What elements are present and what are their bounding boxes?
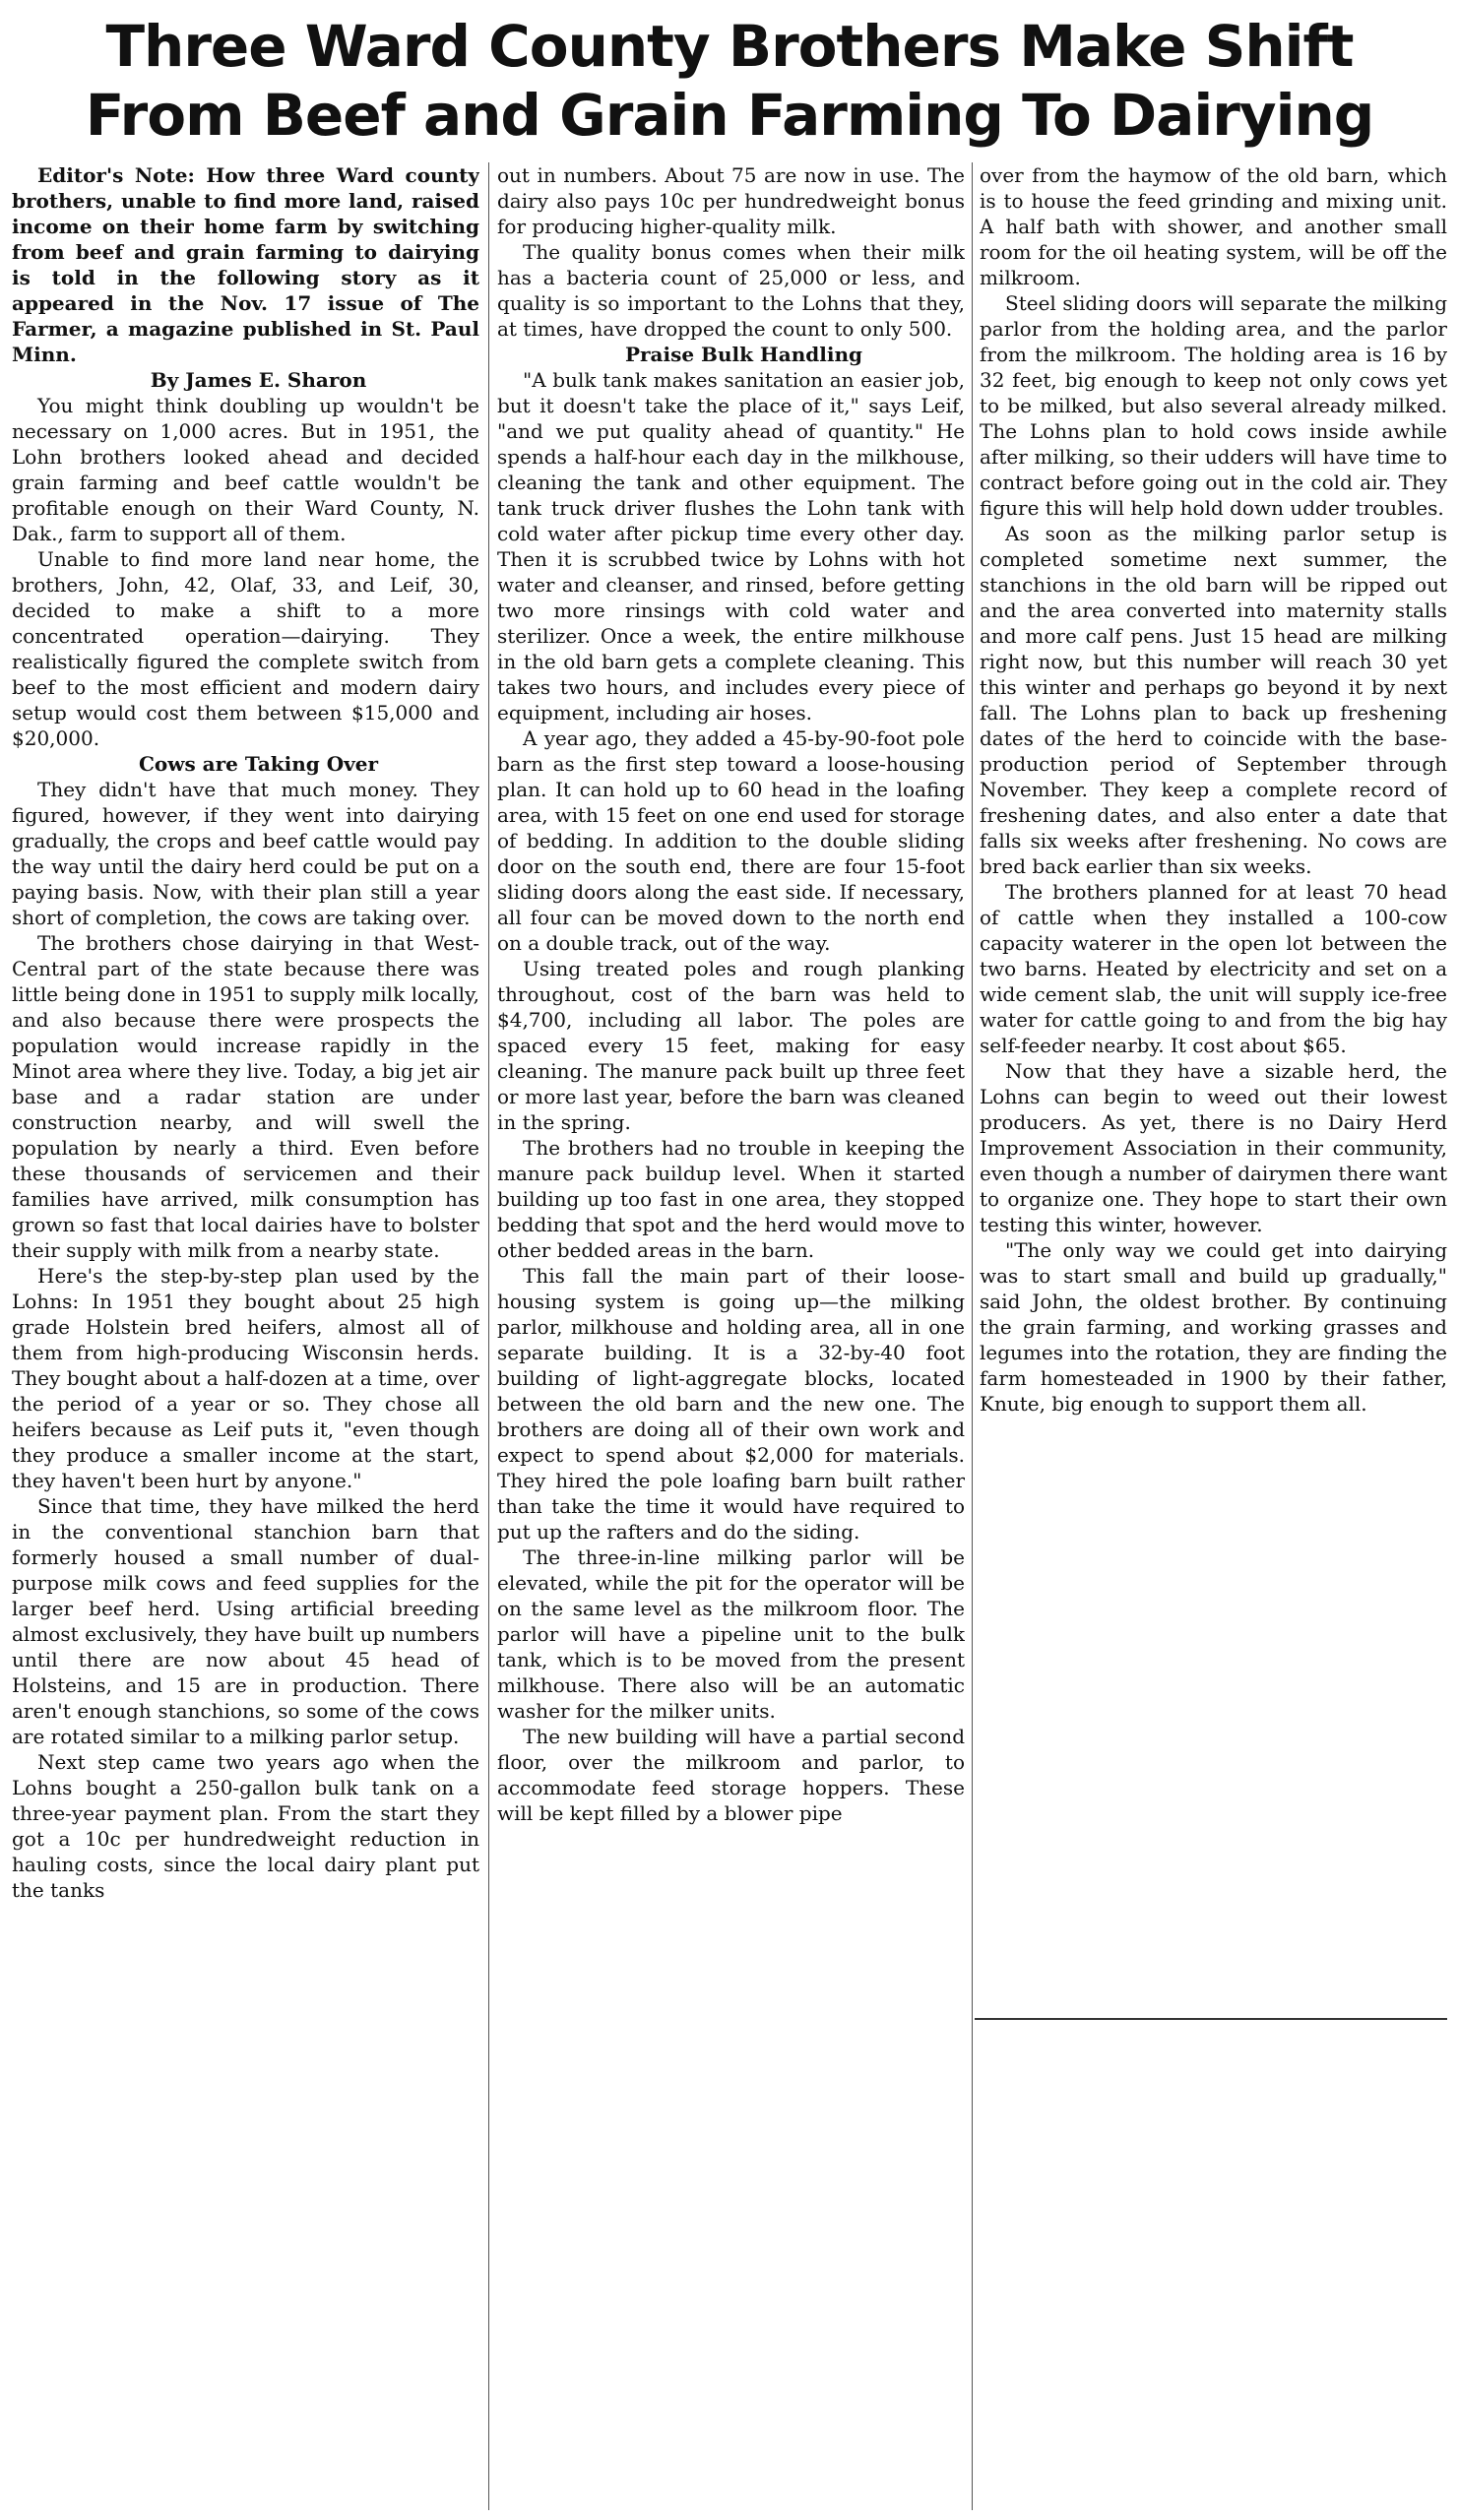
column-rule-1 — [488, 162, 489, 2510]
paragraph: The three-in-line milking parlor will be elevated, while the pit for the operator will be on the same level as the milkroom floor. The parlor will have a pipeline unit to the bulk tank, which is to be moved from the present milkhouse. There also will be an automatic washer for the milker units. — [497, 1545, 965, 1723]
headline-line-2: From Beef and Grain Farming To Dairying — [85, 82, 1374, 149]
paragraph: As soon as the milking parlor setup is completed sometime next summer, the stanchions in the old barn will be ripped out and the area converted into maternity stalls and more calf pens. Just 15 head are milking right now, but this number will reach 30 yet this winter and perhaps go beyond it by next fall. The Lohns plan to back up freshening dates of the herd to coincide with the base-production period of September through November. They keep a complete record of freshening dates, and also enter a date that falls six weeks after freshening. No cows are bred back earlier than six weeks. — [980, 522, 1447, 878]
paragraph: The brothers planned for at least 70 head of cattle when they installed a 100-cow capacity waterer in the open lot between the two barns. Heated by electricity and set on a wide cement slab, the unit will supply ice-free water for cattle going to and from the big hay self-feeder nearby. It cost about $65. — [980, 880, 1447, 1057]
paragraph: You might think doubling up wouldn't be necessary on 1,000 acres. But in 1951, the Lohn brothers looked ahead and decided grain farming and beef cattle wouldn't be profitable enough on their Ward County, N. Dak., farm to support all of them. — [12, 394, 479, 545]
article-column-2 — [497, 162, 965, 2515]
article-column-1 — [12, 162, 479, 2515]
editors-note: Editor's Note: How three Ward county brothers, unable to find more land, raised income on their home farm by switching from beef and grain farming to dairying is told in the following story as it appeared in the Nov. 17 issue of The Farmer, a magazine published in St. Paul Minn. — [12, 163, 479, 366]
paragraph: A year ago, they added a 45-by-90-foot pole barn as the first step toward a loose-housing plan. It can hold up to 60 head in the loafing area, with 15 feet on one end used for storage of bedding. In addition to the double sliding door on the south end, there are four 15-foot sliding doors along the east side. If necessary, all four can be moved down to the north end on a double track, out of the way. — [497, 726, 965, 955]
paragraph: Steel sliding doors will separate the milking parlor from the holding area, and the parlor from the milkroom. The holding area is 16 by 32 feet, big enough to keep not only cows yet to be milked, but also several already milked. The Lohns plan to hold cows inside awhile after milking, so their udders will have time to contract before going out in the cold air. They figure this will help hold down udder troubles. — [980, 291, 1447, 520]
headline — [0, 0, 1459, 158]
headline-line-1: Three Ward County Brothers Make Shift — [105, 13, 1354, 80]
paragraph: They didn't have that much money. They figured, however, if they went into dairying gradually, the crops and beef cattle would pay the way until the dairy herd could be put on a paying basis. Now, with their plan still a year short of completion, the cows are taking over. — [12, 778, 479, 929]
paragraph: The new building will have a partial second floor, over the milkroom and parlor, to accommodate feed storage hoppers. These will be kept filled by a blower pipe — [497, 1725, 965, 1825]
paragraph: Here's the step-by-step plan used by the Lohns: In 1951 they bought about 25 high grade Holstein bred heifers, almost all of them from high-producing Wisconsin herds. They bought about a half-dozen at a time, over the period of a year or so. They chose all heifers because as Leif puts it, "even though they produce a smaller income at the start, they haven't been hurt by anyone." — [12, 1264, 479, 1492]
paragraph: The brothers chose dairying in that West-Central part of the state because there was little being done in 1951 to supply milk locally, and also because there were prospects the population would increase rapidly in the Minot area where they live. Today, a big jet air base and a radar station are under construction nearby, and will swell the population by nearly a third. Even before these thousands of servicemen and their families have arrived, milk consumption has grown so fast that local dairies have to bolster their supply with milk from a nearby state. — [12, 931, 479, 1262]
paragraph: over from the haymow of the old barn, which is to house the feed grinding and mixing unit. A half bath with shower, and another small room for the oil heating system, will be off the milkroom. — [980, 163, 1447, 289]
paragraph: Using treated poles and rough planking throughout, cost of the barn was held to $4,700, including all labor. The poles are spaced every 15 feet, making for easy cleaning. The manure pack built up three feet or more last year, before the barn was cleaned in the spring. — [497, 957, 965, 1134]
paragraph: Next step came two years ago when the Lohns bought a 250-gallon bulk tank on a three-year payment plan. From the start they got a 10c per hundredweight reduction in hauling costs, since the local dairy plant put the tanks — [12, 1750, 479, 1902]
subheading: Cows are Taking Over — [138, 752, 379, 776]
article-column-3 — [980, 162, 1447, 2013]
paragraph: out in numbers. About 75 are now in use. The dairy also pays 10c per hundredweight bonus for producing higher-quality milk. — [497, 163, 965, 238]
paragraph: Since that time, they have milked the herd in the conventional stanchion barn that formerly housed a small number of dual-purpose milk cows and feed supplies for the larger beef herd. Using artificial breeding almost exclusively, they have built up numbers until there are now about 45 head of Holsteins, and 15 are in production. There aren't enough stanchions, so some of the cows are rotated similar to a milking parlor setup. — [12, 1494, 479, 1748]
paragraph: Now that they have a sizable herd, the Lohns can begin to weed out their lowest producers. As yet, there is no Dairy Herd Improvement Association in their community, even though a number of dairymen there want to organize one. They hope to start their own testing this winter, however. — [980, 1059, 1447, 1236]
byline: By James E. Sharon — [150, 368, 367, 392]
paragraph: "The only way we could get into dairying was to start small and build up gradually," said John, the oldest brother. By continuing the grain farming, and working grasses and legumes into the rotation, they are finding the farm homesteaded in 1900 by their father, Knute, big enough to support them all. — [980, 1238, 1447, 1416]
paragraph: The brothers had no trouble in keeping the manure pack buildup level. When it started building up too fast in one area, they stopped bedding that spot and the herd would move to other bedded areas in the barn. — [497, 1136, 965, 1262]
paragraph: Unable to find more land near home, the brothers, John, 42, Olaf, 33, and Leif, 30, decided to make a shift to a more concentrated operation—dairying. They realistically figured the complete switch from beef to the most efficient and modern dairy setup would cost them between $15,000 and $20,000. — [12, 547, 479, 750]
paragraph: This fall the main part of their loose-housing system is going up—the milking parlor, milkhouse and holding area, all in one separate building. It is a 32-by-40 foot building of light-aggregate blocks, located between the old barn and the new one. The brothers are doing all of their own work and expect to spend about $2,000 for materials. They hired the pole loafing barn built rather than take the time it would have required to put up the rafters and do the siding. — [497, 1264, 965, 1544]
subheading: Praise Bulk Handling — [624, 343, 863, 366]
column-rule-2 — [972, 162, 973, 2510]
paragraph: The quality bonus comes when their milk has a bacteria count of 25,000 or less, and quality is so important to the Lohns that they, at times, have dropped the count to only 500. — [497, 240, 965, 341]
paragraph: "A bulk tank makes sanitation an easier job, but it doesn't take the place of it," says Leif, "and we put quality ahead of quantity." He spends a half-hour each day in the milkhouse, cleaning the tank and other equipment. The tank truck driver flushes the Lohn tank with cold water after pickup time every other day. Then it is scrubbed twice by Lohns with hot water and cleanser, and rinsed, before getting two more rinsings with cold water and sterilizer. Once a week, the entire milkhouse in the old barn gets a complete cleaning. This takes two hours, and includes every piece of equipment, including air hoses. — [497, 368, 965, 724]
end-rule — [975, 2018, 1447, 2020]
